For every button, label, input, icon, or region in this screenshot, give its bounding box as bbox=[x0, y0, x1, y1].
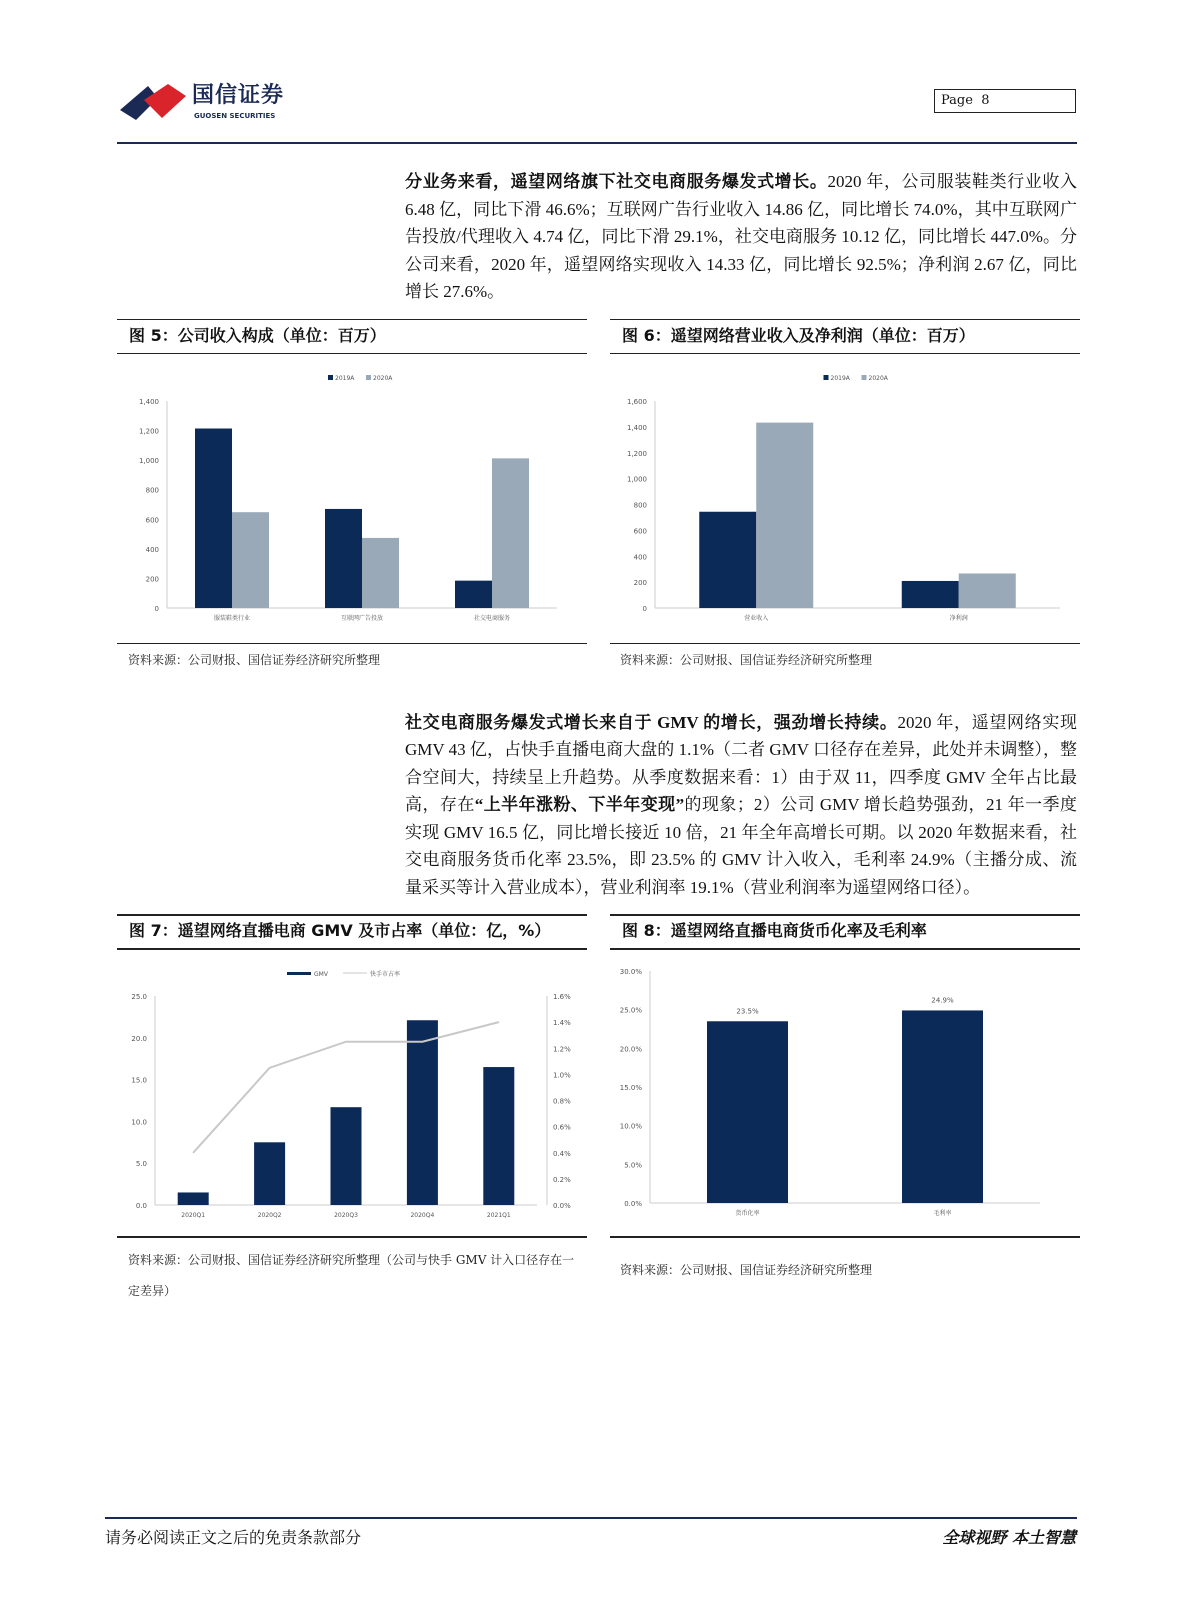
x-tick-label: 货币化率 bbox=[735, 1210, 760, 1217]
logo-subtext: GUOSEN SECURITIES bbox=[194, 112, 276, 120]
y-tick-label: 600 bbox=[633, 526, 647, 535]
fig7-title: 图 7：遥望网络直播电商 GMV 及市占率（单位：亿，%） bbox=[129, 921, 551, 940]
y2-tick-label: 1.6% bbox=[553, 993, 571, 1001]
legend-swatch bbox=[287, 972, 311, 975]
y-tick-label: 0.0% bbox=[624, 1200, 642, 1208]
footer-divider bbox=[105, 1517, 1077, 1519]
y2-tick-label: 0.6% bbox=[553, 1123, 571, 1132]
legend-label: 快手市占率 bbox=[370, 971, 401, 978]
bar-2020A bbox=[492, 458, 529, 608]
bar-value bbox=[707, 1021, 788, 1203]
y-tick-label: 0 bbox=[154, 604, 159, 613]
fig7-chart bbox=[117, 956, 587, 1226]
y-tick-label: 5.0% bbox=[624, 1161, 642, 1170]
fig6-title: 图 6：遥望网络营业收入及净利润（单位：百万） bbox=[622, 325, 975, 345]
bar-2019A bbox=[325, 508, 362, 607]
para2-body-2: 的现象；2）公司 GMV 增长趋势强劲，21 年一季度实现 GMV 16.5 亿，同比增长接近 10 倍，21 年全年高增长可期。以 2020 年数据来看，社交电商服务货币化率 23.5%，即 23.5% 的 GMV 计入收入，毛利率 24.9%（主播分成、流量采买等计入营业成本），营业利润率 19.1%（营业利润率为遥望网络口径）。 bbox=[405, 795, 1077, 897]
page-number: 8 bbox=[981, 93, 990, 108]
fig5-title: 图 5：公司收入构成（单位：百万） bbox=[129, 325, 386, 345]
x-tick-label: 2020Q4 bbox=[410, 1212, 435, 1219]
legend-swatch bbox=[328, 375, 333, 380]
y-tick-label: 1,000 bbox=[138, 456, 159, 465]
fig7-source: 资料来源：公司财报、国信证券经济研究所整理（公司与快手 GMV 计入口径存在一定差异） bbox=[128, 1253, 575, 1298]
y-tick-label: 200 bbox=[145, 574, 159, 583]
y-tick-label: 25.0 bbox=[131, 993, 147, 1001]
fig8-chart bbox=[610, 956, 1080, 1226]
bar-2019A bbox=[455, 580, 492, 607]
bar-2020A bbox=[232, 512, 269, 608]
bar-2020A bbox=[959, 573, 1016, 608]
para2-body-1: 2020 年，遥望网络实现 GMV 43 亿，占快手直播电商大盘的 1.1%（二者 GMV 口径存在差异，此处并未调整），整合空间大，持续呈上升趋势。从季度数据来看：1）由于双 11，四季度 GMV 全年占比最高，存在 bbox=[405, 712, 1077, 814]
y-tick-label: 1,400 bbox=[138, 397, 159, 406]
y-tick-label: 10.0 bbox=[131, 1118, 147, 1127]
x-tick-label: 社交电商服务 bbox=[473, 614, 511, 622]
data-label: 24.9% bbox=[931, 996, 954, 1005]
y2-tick-label: 1.4% bbox=[553, 1019, 571, 1028]
fig8-title: 图 8：遥望网络直播电商货币化率及毛利率 bbox=[622, 921, 927, 940]
fig6-chart bbox=[610, 361, 1080, 636]
x-tick-label: 2020Q2 bbox=[257, 1212, 282, 1219]
bar-GMV bbox=[331, 1107, 362, 1205]
header-divider bbox=[117, 142, 1077, 144]
footer-disclaimer: 请务必阅读正文之后的免责条款部分 bbox=[105, 1528, 362, 1547]
y-tick-label: 800 bbox=[145, 486, 159, 495]
legend-swatch bbox=[862, 375, 867, 380]
page-number-box bbox=[934, 89, 1076, 113]
para1-body: 2020 年，公司服装鞋类行业收入 6.48 亿，同比下滑 46.6%；互联网广告行业收入 14.86 亿，同比增长 74.0%，其中互联网广告投放/代理收入 4.74 亿，同比下滑 29.1%，社交电商服务 10.12 亿，同比增长 447.0%。分公司来看，2020 年，遥望网络实现收入 14.33 亿，同比增长 92.5%；净利润 2.67 亿，同比增长 27.6%。 bbox=[405, 172, 1077, 301]
bar-GMV bbox=[483, 1067, 514, 1205]
bar-GMV bbox=[178, 1192, 209, 1205]
x-tick-label: 2020Q1 bbox=[181, 1212, 206, 1219]
line-point bbox=[422, 1041, 423, 1042]
bar-2019A bbox=[195, 428, 232, 607]
x-tick-label: 营业收入 bbox=[744, 614, 769, 622]
para2-quote: “上半年涨粉、下半年变现” bbox=[474, 795, 685, 814]
y2-tick-label: 1.2% bbox=[553, 1045, 571, 1054]
legend-swatch bbox=[824, 375, 829, 380]
fig6-source: 资料来源：公司财报、国信证券经济研究所整理 bbox=[620, 652, 873, 667]
legend-swatch bbox=[366, 375, 371, 380]
line-point bbox=[498, 1022, 499, 1023]
y-tick-label: 0.0 bbox=[135, 1202, 147, 1210]
paragraph-2 bbox=[405, 709, 1077, 902]
y2-tick-label: 0.8% bbox=[553, 1097, 571, 1106]
x-tick-label: 服装鞋类行业 bbox=[213, 614, 251, 622]
y-tick-label: 1,200 bbox=[138, 427, 159, 436]
line-point bbox=[193, 1152, 194, 1153]
bar-2020A bbox=[756, 422, 813, 607]
bar-value bbox=[902, 1010, 983, 1203]
y2-tick-label: 0.4% bbox=[553, 1149, 571, 1158]
y2-tick-label: 1.0% bbox=[553, 1071, 571, 1080]
y-tick-label: 400 bbox=[145, 545, 159, 554]
y-tick-label: 800 bbox=[633, 501, 647, 509]
y-tick-label: 400 bbox=[633, 552, 647, 561]
para2-lead: 社交电商服务爆发式增长来自于 GMV 的增长，强劲增长持续。 bbox=[405, 712, 898, 732]
y-tick-label: 1,600 bbox=[626, 397, 647, 406]
y-tick-label: 30.0% bbox=[619, 968, 642, 976]
line-point bbox=[269, 1067, 270, 1068]
x-tick-label: 互联网广告投放 bbox=[340, 614, 384, 622]
y-tick-label: 20.0% bbox=[619, 1045, 642, 1054]
y-tick-label: 200 bbox=[633, 578, 647, 587]
para1-lead: 分业务来看，遥望网络旗下社交电商服务爆发式增长。 bbox=[405, 172, 828, 191]
paragraph-1 bbox=[405, 168, 1077, 306]
x-tick-label: 2020Q3 bbox=[334, 1212, 358, 1219]
bar-2020A bbox=[362, 537, 399, 607]
bar-2019A bbox=[902, 580, 959, 607]
footer-slogan: 全球视野 本土智慧 bbox=[942, 1528, 1076, 1547]
y-tick-label: 1,200 bbox=[626, 449, 647, 458]
data-label: 23.5% bbox=[736, 1007, 759, 1016]
legend-label: 2020A bbox=[373, 374, 393, 382]
fig5-chart bbox=[117, 361, 587, 636]
content-flow bbox=[0, 168, 1200, 1304]
legend-label: GMV bbox=[314, 971, 328, 978]
legend-label: 2019A bbox=[830, 374, 850, 382]
y-tick-label: 5.0 bbox=[135, 1160, 147, 1169]
figure-row-2 bbox=[0, 914, 1200, 1304]
fig8-source: 资料来源：公司财报、国信证券经济研究所整理 bbox=[620, 1263, 873, 1277]
y-tick-label: 20.0 bbox=[131, 1034, 147, 1043]
y-tick-label: 1,400 bbox=[626, 423, 647, 432]
fig5-source: 资料来源：公司财报、国信证券经济研究所整理 bbox=[128, 652, 381, 667]
bar-GMV bbox=[254, 1142, 285, 1205]
y-tick-label: 25.0% bbox=[619, 1006, 642, 1015]
legend-label: 2020A bbox=[868, 374, 888, 382]
y-tick-label: 0 bbox=[642, 604, 647, 613]
y-tick-label: 15.0 bbox=[131, 1076, 147, 1085]
y2-tick-label: 0.2% bbox=[553, 1175, 571, 1184]
line-point bbox=[346, 1041, 347, 1042]
figure-row-1 bbox=[0, 319, 1200, 667]
x-tick-label: 净利润 bbox=[949, 614, 968, 622]
bar-2019A bbox=[699, 511, 756, 607]
y2-tick-label: 0.0% bbox=[553, 1202, 571, 1210]
y-tick-label: 600 bbox=[145, 515, 159, 524]
x-tick-label: 毛利率 bbox=[933, 1210, 952, 1217]
legend-label: 2019A bbox=[335, 374, 355, 382]
x-tick-label: 2021Q1 bbox=[486, 1212, 511, 1219]
y-tick-label: 1,000 bbox=[626, 475, 647, 484]
y-tick-label: 10.0% bbox=[619, 1122, 642, 1131]
logo-text: 国信证券 bbox=[192, 83, 285, 108]
y-tick-label: 15.0% bbox=[619, 1084, 642, 1092]
logo-mark-icon bbox=[118, 80, 190, 126]
bar-GMV bbox=[407, 1020, 438, 1205]
page-label: Page bbox=[941, 93, 973, 108]
